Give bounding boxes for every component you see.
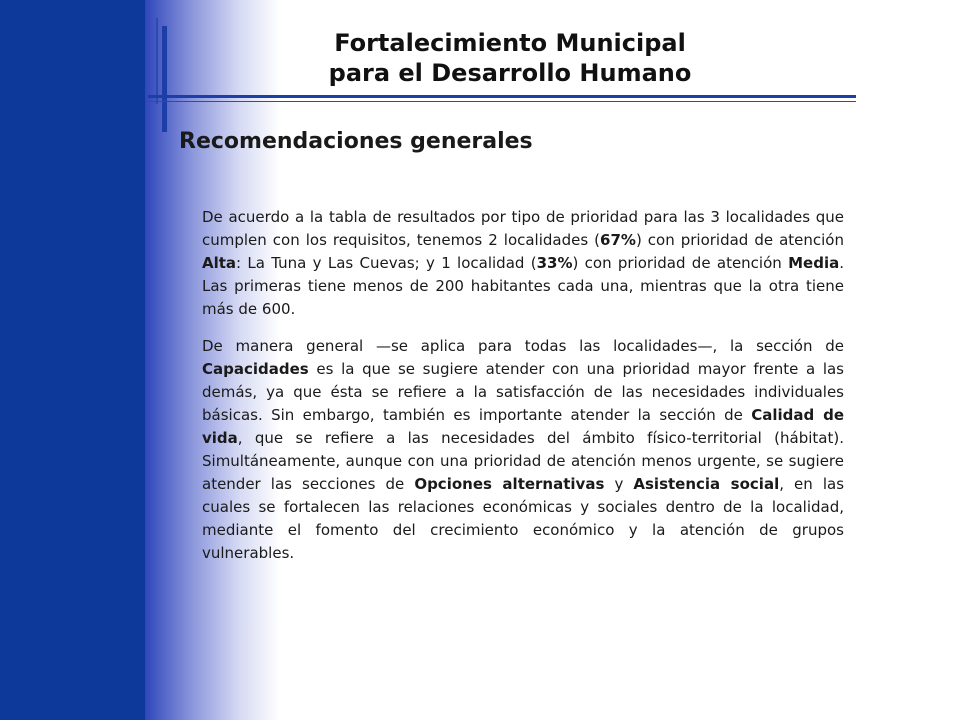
p1-text-2: ) con prioridad de atención [635, 231, 844, 249]
p1-bold-alta: Alta [202, 254, 237, 272]
vertical-accent-bar-thick [162, 26, 167, 132]
p2-bold-calidad-de-vida: Calidad de vida [202, 406, 844, 447]
slide-title [200, 28, 820, 88]
slide-title-line-2: para el Desarrollo Humano [328, 59, 692, 87]
paragraph-2 [202, 335, 844, 565]
p2-text-3: , que se refiere a las necesidades del ámbito físico-territorial (hábitat). Simultáneamente, aunque con una prioridad de atención menos urgente, se sugiere atender las secciones de [202, 429, 844, 493]
body-text [202, 206, 844, 579]
section-heading: Recomendaciones generales [179, 129, 533, 154]
p2-bold-opciones-alternativas: Opciones alternativas [414, 475, 605, 493]
slide-title-line-1: Fortalecimiento Municipal [334, 29, 686, 57]
p1-bold-33-percent: 33% [536, 254, 573, 272]
p2-bold-capacidades: Capacidades [202, 360, 309, 378]
p1-bold-67-percent: 67% [600, 231, 636, 249]
p2-text-5: , en las cuales se fortalecen las relaciones económicas y sociales dentro de la localidad, mediante el fomento del crecimiento económico y la atención de grupos vulnerables. [202, 475, 845, 562]
p2-text-1: De manera general —se aplica para todas las localidades—, la sección de [202, 337, 844, 355]
vertical-accent-bar-thin [156, 18, 158, 104]
p1-bold-media: Media [788, 254, 840, 272]
p1-text-1: De acuerdo a la tabla de resultados por tipo de prioridad para las 3 localidades que cumplen con los requisitos, tenemos 2 localidades ( [202, 208, 844, 249]
p1-text-5: . Las primeras tiene menos de 200 habitantes cada una, mientras que la otra tiene más de 600. [202, 254, 844, 318]
p2-text-4: y [604, 475, 634, 493]
left-blue-band [0, 0, 145, 720]
p2-bold-asistencia-social: Asistencia social [633, 475, 780, 493]
p2-text-2: es la que se sugiere atender con una prioridad mayor frente a las demás, ya que ésta se refiere a la satisfacción de las necesidades individuales básicas. Sin embargo, también es importante atender la sección de [202, 360, 844, 424]
horizontal-rule-thick [148, 95, 856, 98]
p1-text-4: ) con prioridad de atención [572, 254, 789, 272]
p1-text-3: : La Tuna y Las Cuevas; y 1 localidad ( [236, 254, 537, 272]
horizontal-rule-thin [148, 101, 856, 102]
paragraph-1 [202, 206, 844, 321]
